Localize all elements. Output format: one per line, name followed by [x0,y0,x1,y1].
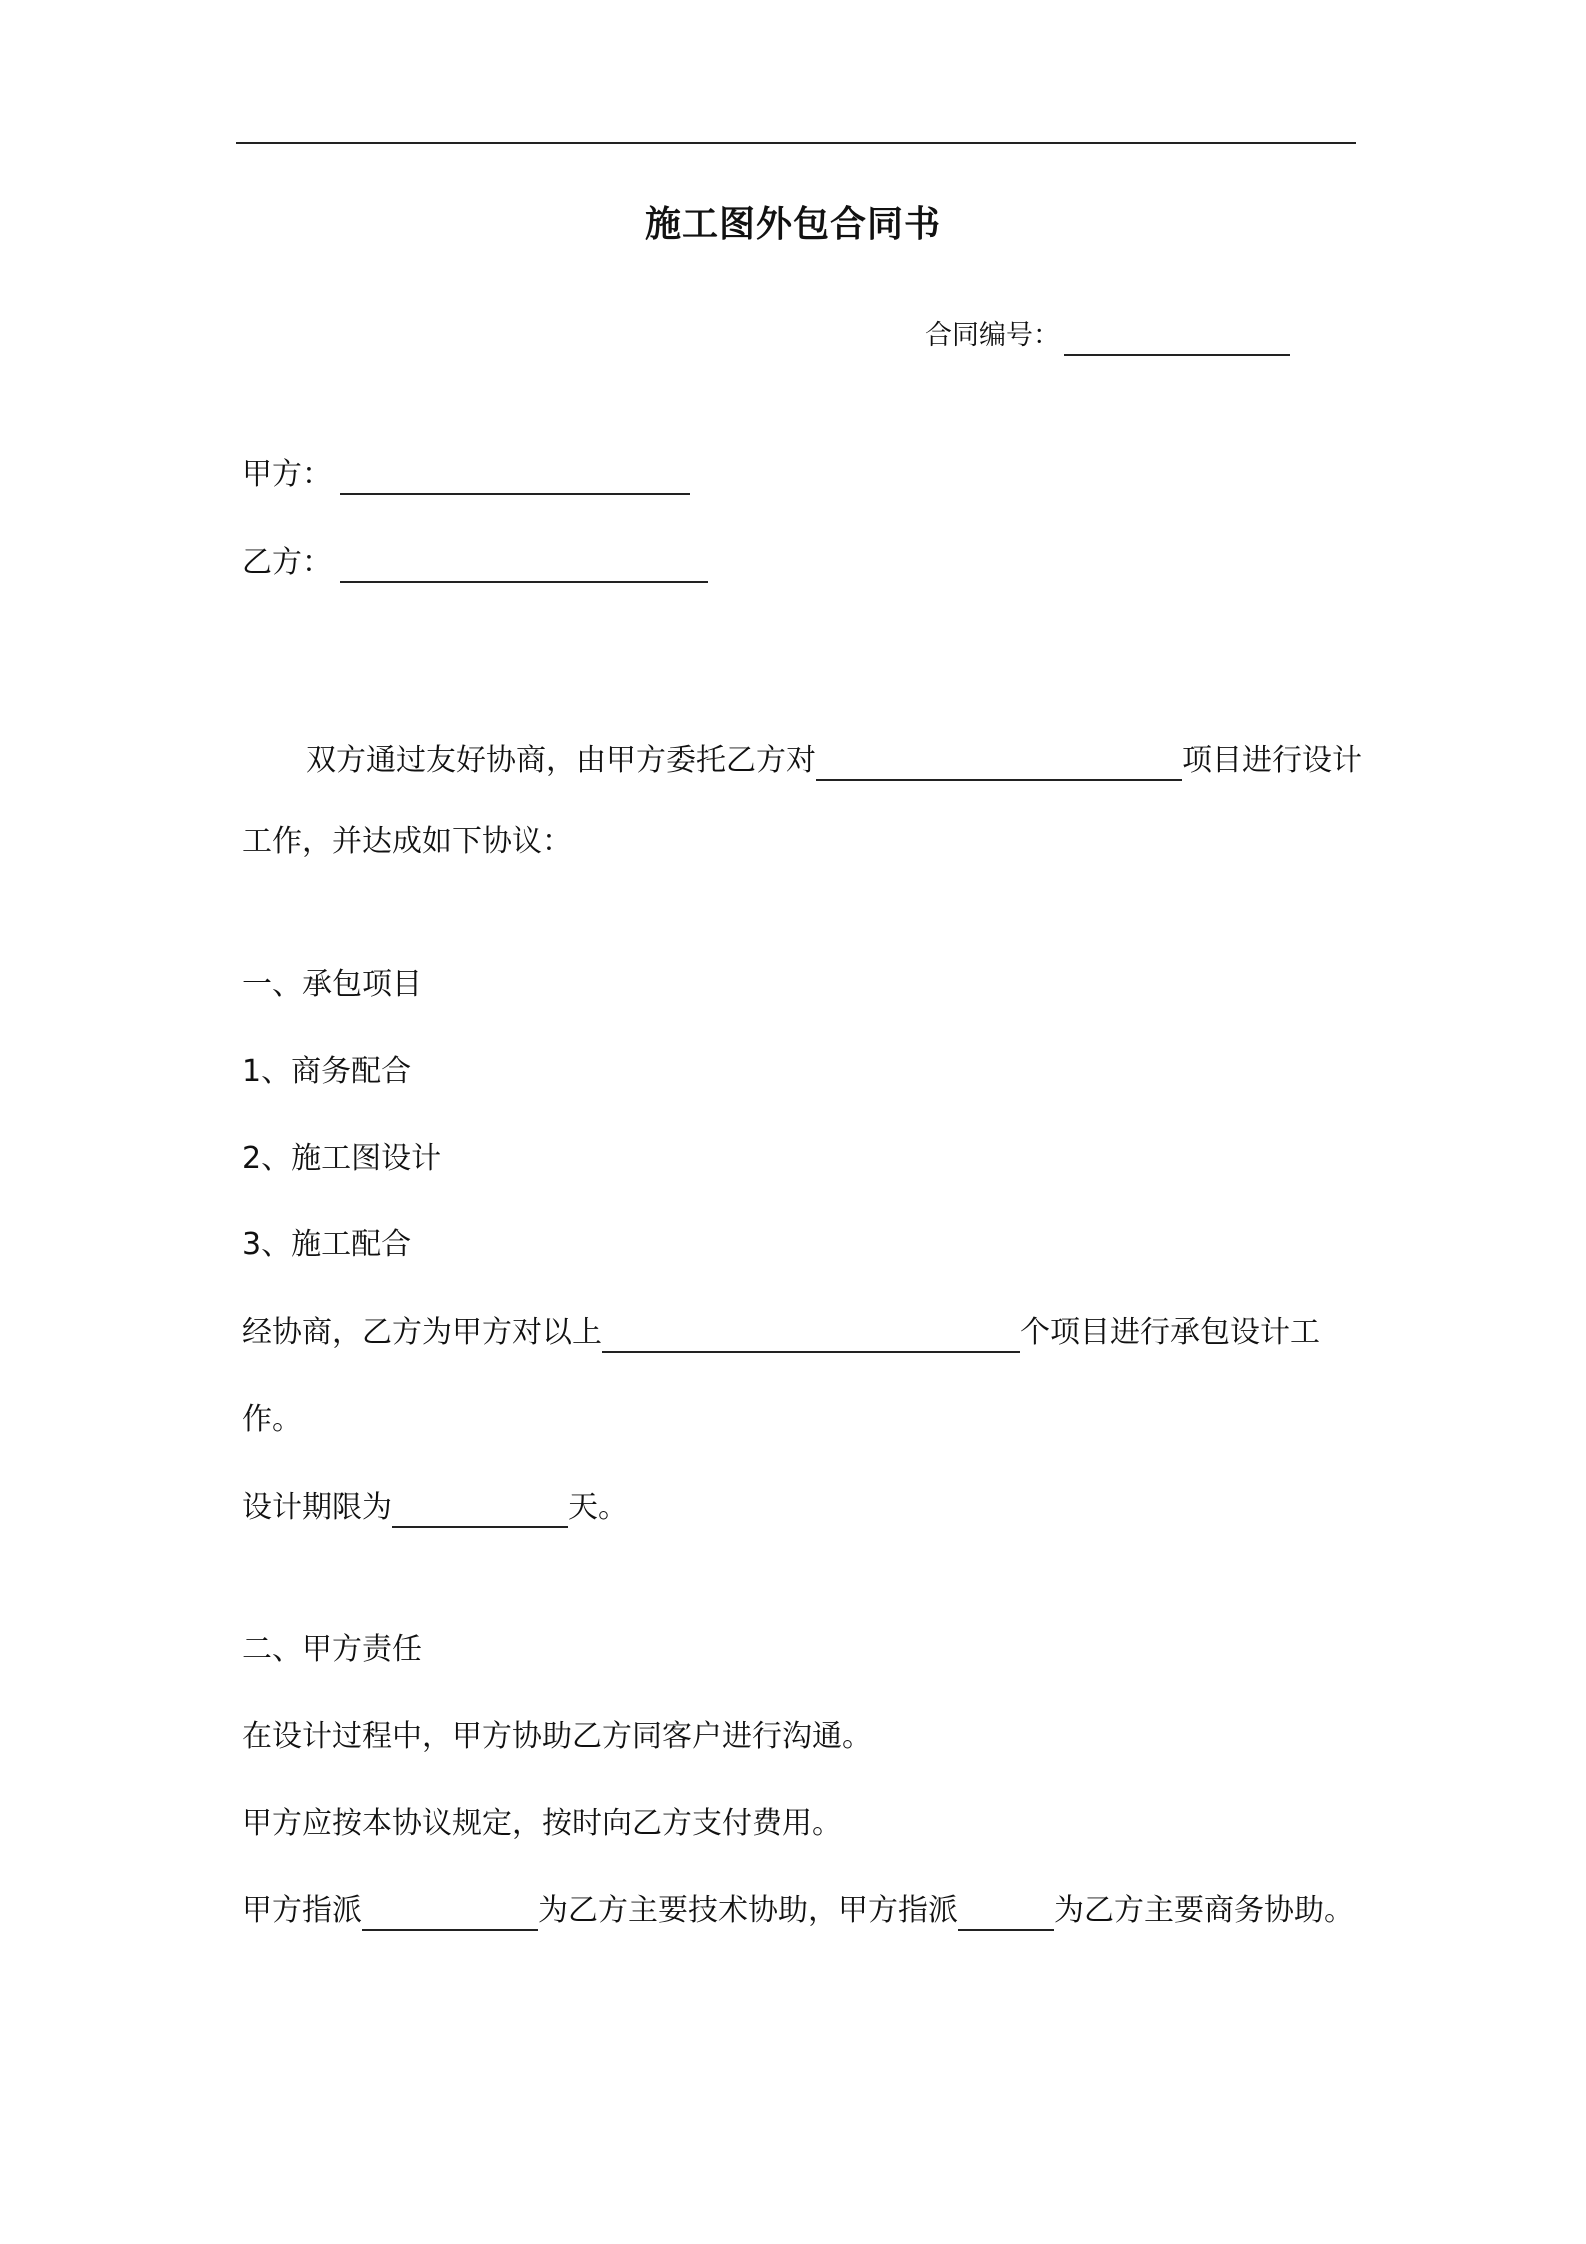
scope-text-2: 个项目进行承包设计工 [1020,1315,1320,1350]
period-text-1: 设计期限为 [242,1490,392,1525]
design-days-blank [392,1492,568,1528]
scope-text-1: 经协商，乙方为甲方对以上 [242,1315,602,1350]
business-assistant-blank [958,1895,1054,1931]
intro-paragraph-line2: 工作，并达成如下协议： [242,824,572,859]
document-title: 施工图外包合同书 [644,204,941,245]
design-period-row [242,1488,628,1528]
intro-text-2: 项目进行设计 [1182,743,1362,778]
intro-text-1: 双方通过友好协商，由甲方委托乙方对 [306,743,816,778]
assign-text-1: 甲方指派 [242,1893,362,1928]
section2-paragraph-1: 在设计过程中，甲方协助乙方同客户进行沟通。 [242,1719,872,1754]
party-b-blank [340,547,708,583]
section2-paragraph-2: 甲方应按本协议规定，按时向乙方支付费用。 [242,1806,842,1841]
project-count-blank [602,1317,1020,1353]
scope-line1 [242,1313,1320,1353]
party-a-row [242,455,690,495]
party-a-blank [340,459,690,495]
party-b-label: 乙方： [242,545,332,580]
period-text-2: 天。 [568,1490,628,1525]
section1-item: 1、商务配合 [242,1054,412,1089]
contract-number-label: 合同编号： [925,320,1060,351]
party-b-row [242,543,708,583]
party-a-label: 甲方： [242,457,332,492]
assign-text-3: 为乙方主要商务协助。 [1054,1893,1354,1928]
contract-number-row [925,316,1290,356]
section1-item: 2、施工图设计 [242,1141,442,1176]
section1-heading: 一、承包项目 [242,967,422,1002]
section2-heading: 二、甲方责任 [242,1632,422,1667]
header-rule [236,142,1356,144]
project-name-blank [816,745,1182,781]
assign-text-2: 为乙方主要技术协助，甲方指派 [538,1893,958,1928]
contract-number-blank [1064,320,1290,356]
scope-line2: 作。 [242,1402,302,1437]
intro-paragraph-line1 [306,741,1362,781]
tech-assistant-blank [362,1895,538,1931]
section2-paragraph-3 [242,1891,1354,1931]
section1-item: 3、施工配合 [242,1227,412,1262]
